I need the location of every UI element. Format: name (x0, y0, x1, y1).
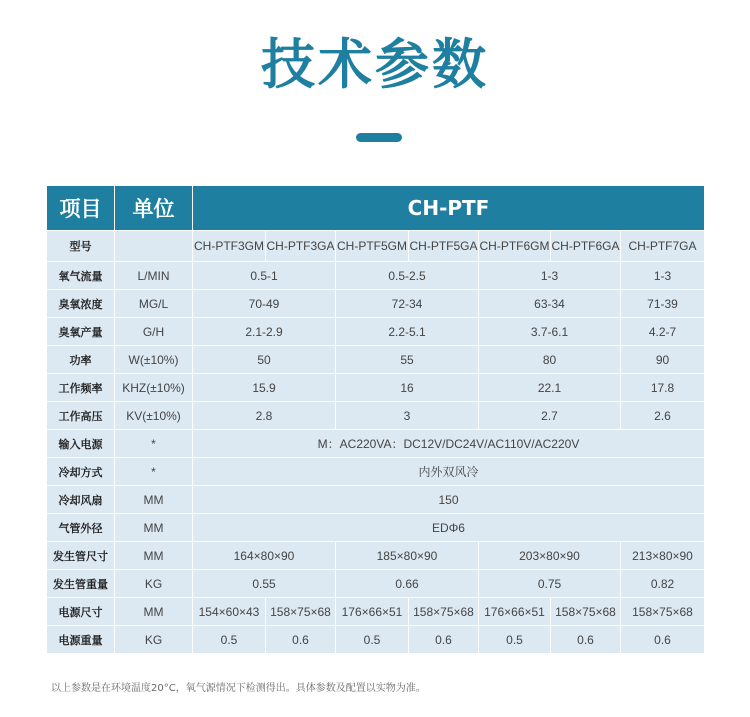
table-row (47, 626, 705, 654)
row-value: 3 (336, 402, 479, 430)
table-row (47, 514, 705, 542)
footnote: 以上参数是在环境温度20°C，氧气源情况下检测得出。具体参数及配置以实物为准。 (51, 683, 426, 694)
row-value: 0.6 (551, 626, 621, 654)
row-value: 0.5-2.5 (336, 262, 479, 290)
row-label: 工作高压 (47, 402, 115, 430)
row-value: 213×80×90 (621, 542, 705, 570)
row-value: 16 (336, 374, 479, 402)
row-unit: MG/L (115, 290, 193, 318)
row-label: 功率 (47, 346, 115, 374)
row-value: 176×66×51 (479, 598, 551, 626)
row-unit: MM (115, 486, 193, 514)
row-value: 22.1 (479, 374, 621, 402)
row-value: 154×60×43 (193, 598, 266, 626)
row-unit: MM (115, 598, 193, 626)
row-unit: * (115, 430, 193, 458)
row-label: 臭氧产量 (47, 318, 115, 346)
row-value: 158×75×68 (266, 598, 336, 626)
row-value: 2.2-5.1 (336, 318, 479, 346)
row-label: 发生管尺寸 (47, 542, 115, 570)
table-row (47, 346, 705, 374)
row-value: 176×66×51 (336, 598, 409, 626)
row-value: 0.5 (479, 626, 551, 654)
row-value: 72-34 (336, 290, 479, 318)
row-value: 2.8 (193, 402, 336, 430)
row-value: 1-3 (479, 262, 621, 290)
table-row (47, 570, 705, 598)
row-unit: G/H (115, 318, 193, 346)
row-value: 55 (336, 346, 479, 374)
row-label: 冷却风扇 (47, 486, 115, 514)
row-label: 冷却方式 (47, 458, 115, 486)
row-value: 158×75×68 (621, 598, 705, 626)
model-name: CH-PTF7GA (621, 231, 705, 262)
model-name: CH-PTF5GA (409, 231, 479, 262)
row-value: 2.7 (479, 402, 621, 430)
row-value: 0.5 (336, 626, 409, 654)
table-row (47, 486, 705, 514)
row-value: 内外双风冷 (193, 458, 705, 486)
row-value: 0.6 (621, 626, 705, 654)
row-value: 0.6 (266, 626, 336, 654)
table-row (47, 290, 705, 318)
row-unit: KG (115, 570, 193, 598)
row-value: EDΦ6 (193, 514, 705, 542)
row-value: 0.75 (479, 570, 621, 598)
header-model-group: CH-PTF (193, 186, 705, 231)
row-value: 17.8 (621, 374, 705, 402)
row-value: 0.66 (336, 570, 479, 598)
table-row (47, 542, 705, 570)
row-label: 电源尺寸 (47, 598, 115, 626)
model-name: CH-PTF6GM (479, 231, 551, 262)
row-value: 203×80×90 (479, 542, 621, 570)
row-unit: KHZ(±10%) (115, 374, 193, 402)
row-value: 70-49 (193, 290, 336, 318)
header-unit: 单位 (115, 186, 193, 231)
row-unit: W(±10%) (115, 346, 193, 374)
table-row (47, 374, 705, 402)
row-value: 63-34 (479, 290, 621, 318)
row-unit: L/MIN (115, 262, 193, 290)
model-row (47, 231, 705, 262)
table-row (47, 402, 705, 430)
row-unit: MM (115, 542, 193, 570)
row-unit: * (115, 458, 193, 486)
row-value: 4.2-7 (621, 318, 705, 346)
row-unit: KV(±10%) (115, 402, 193, 430)
row-value: 71-39 (621, 290, 705, 318)
row-value: 150 (193, 486, 705, 514)
row-value: 164×80×90 (193, 542, 336, 570)
header-item: 项目 (47, 186, 115, 231)
row-value: 2.6 (621, 402, 705, 430)
model-row-label: 型号 (47, 231, 115, 262)
row-unit: KG (115, 626, 193, 654)
row-value: 158×75×68 (551, 598, 621, 626)
spec-table (47, 186, 705, 654)
model-row-unit (115, 231, 193, 262)
row-value: 0.55 (193, 570, 336, 598)
page-title: 技术参数 (261, 33, 489, 96)
title-underline (356, 133, 402, 142)
row-unit: MM (115, 514, 193, 542)
model-name: CH-PTF3GM (193, 231, 266, 262)
table-header-row (47, 186, 705, 231)
row-value: 15.9 (193, 374, 336, 402)
row-value: 185×80×90 (336, 542, 479, 570)
model-name: CH-PTF3GA (266, 231, 336, 262)
row-value: 80 (479, 346, 621, 374)
row-value: 0.82 (621, 570, 705, 598)
row-value: 0.6 (409, 626, 479, 654)
table-row (47, 598, 705, 626)
row-label: 输入电源 (47, 430, 115, 458)
table-row (47, 262, 705, 290)
row-label: 气管外径 (47, 514, 115, 542)
row-label: 氧气流量 (47, 262, 115, 290)
row-value: 1-3 (621, 262, 705, 290)
row-label: 发生管重量 (47, 570, 115, 598)
row-value: 0.5 (193, 626, 266, 654)
table-row (47, 318, 705, 346)
row-value: M：AC220VA：DC12V/DC24V/AC110V/AC220V (193, 430, 705, 458)
table-row (47, 458, 705, 486)
row-value: 158×75×68 (409, 598, 479, 626)
row-value: 0.5-1 (193, 262, 336, 290)
row-value: 2.1-2.9 (193, 318, 336, 346)
row-label: 臭氧浓度 (47, 290, 115, 318)
model-name: CH-PTF6GA (551, 231, 621, 262)
row-label: 工作频率 (47, 374, 115, 402)
model-name: CH-PTF5GM (336, 231, 409, 262)
row-label: 电源重量 (47, 626, 115, 654)
row-value: 90 (621, 346, 705, 374)
row-value: 3.7-6.1 (479, 318, 621, 346)
table-row (47, 430, 705, 458)
row-value: 50 (193, 346, 336, 374)
